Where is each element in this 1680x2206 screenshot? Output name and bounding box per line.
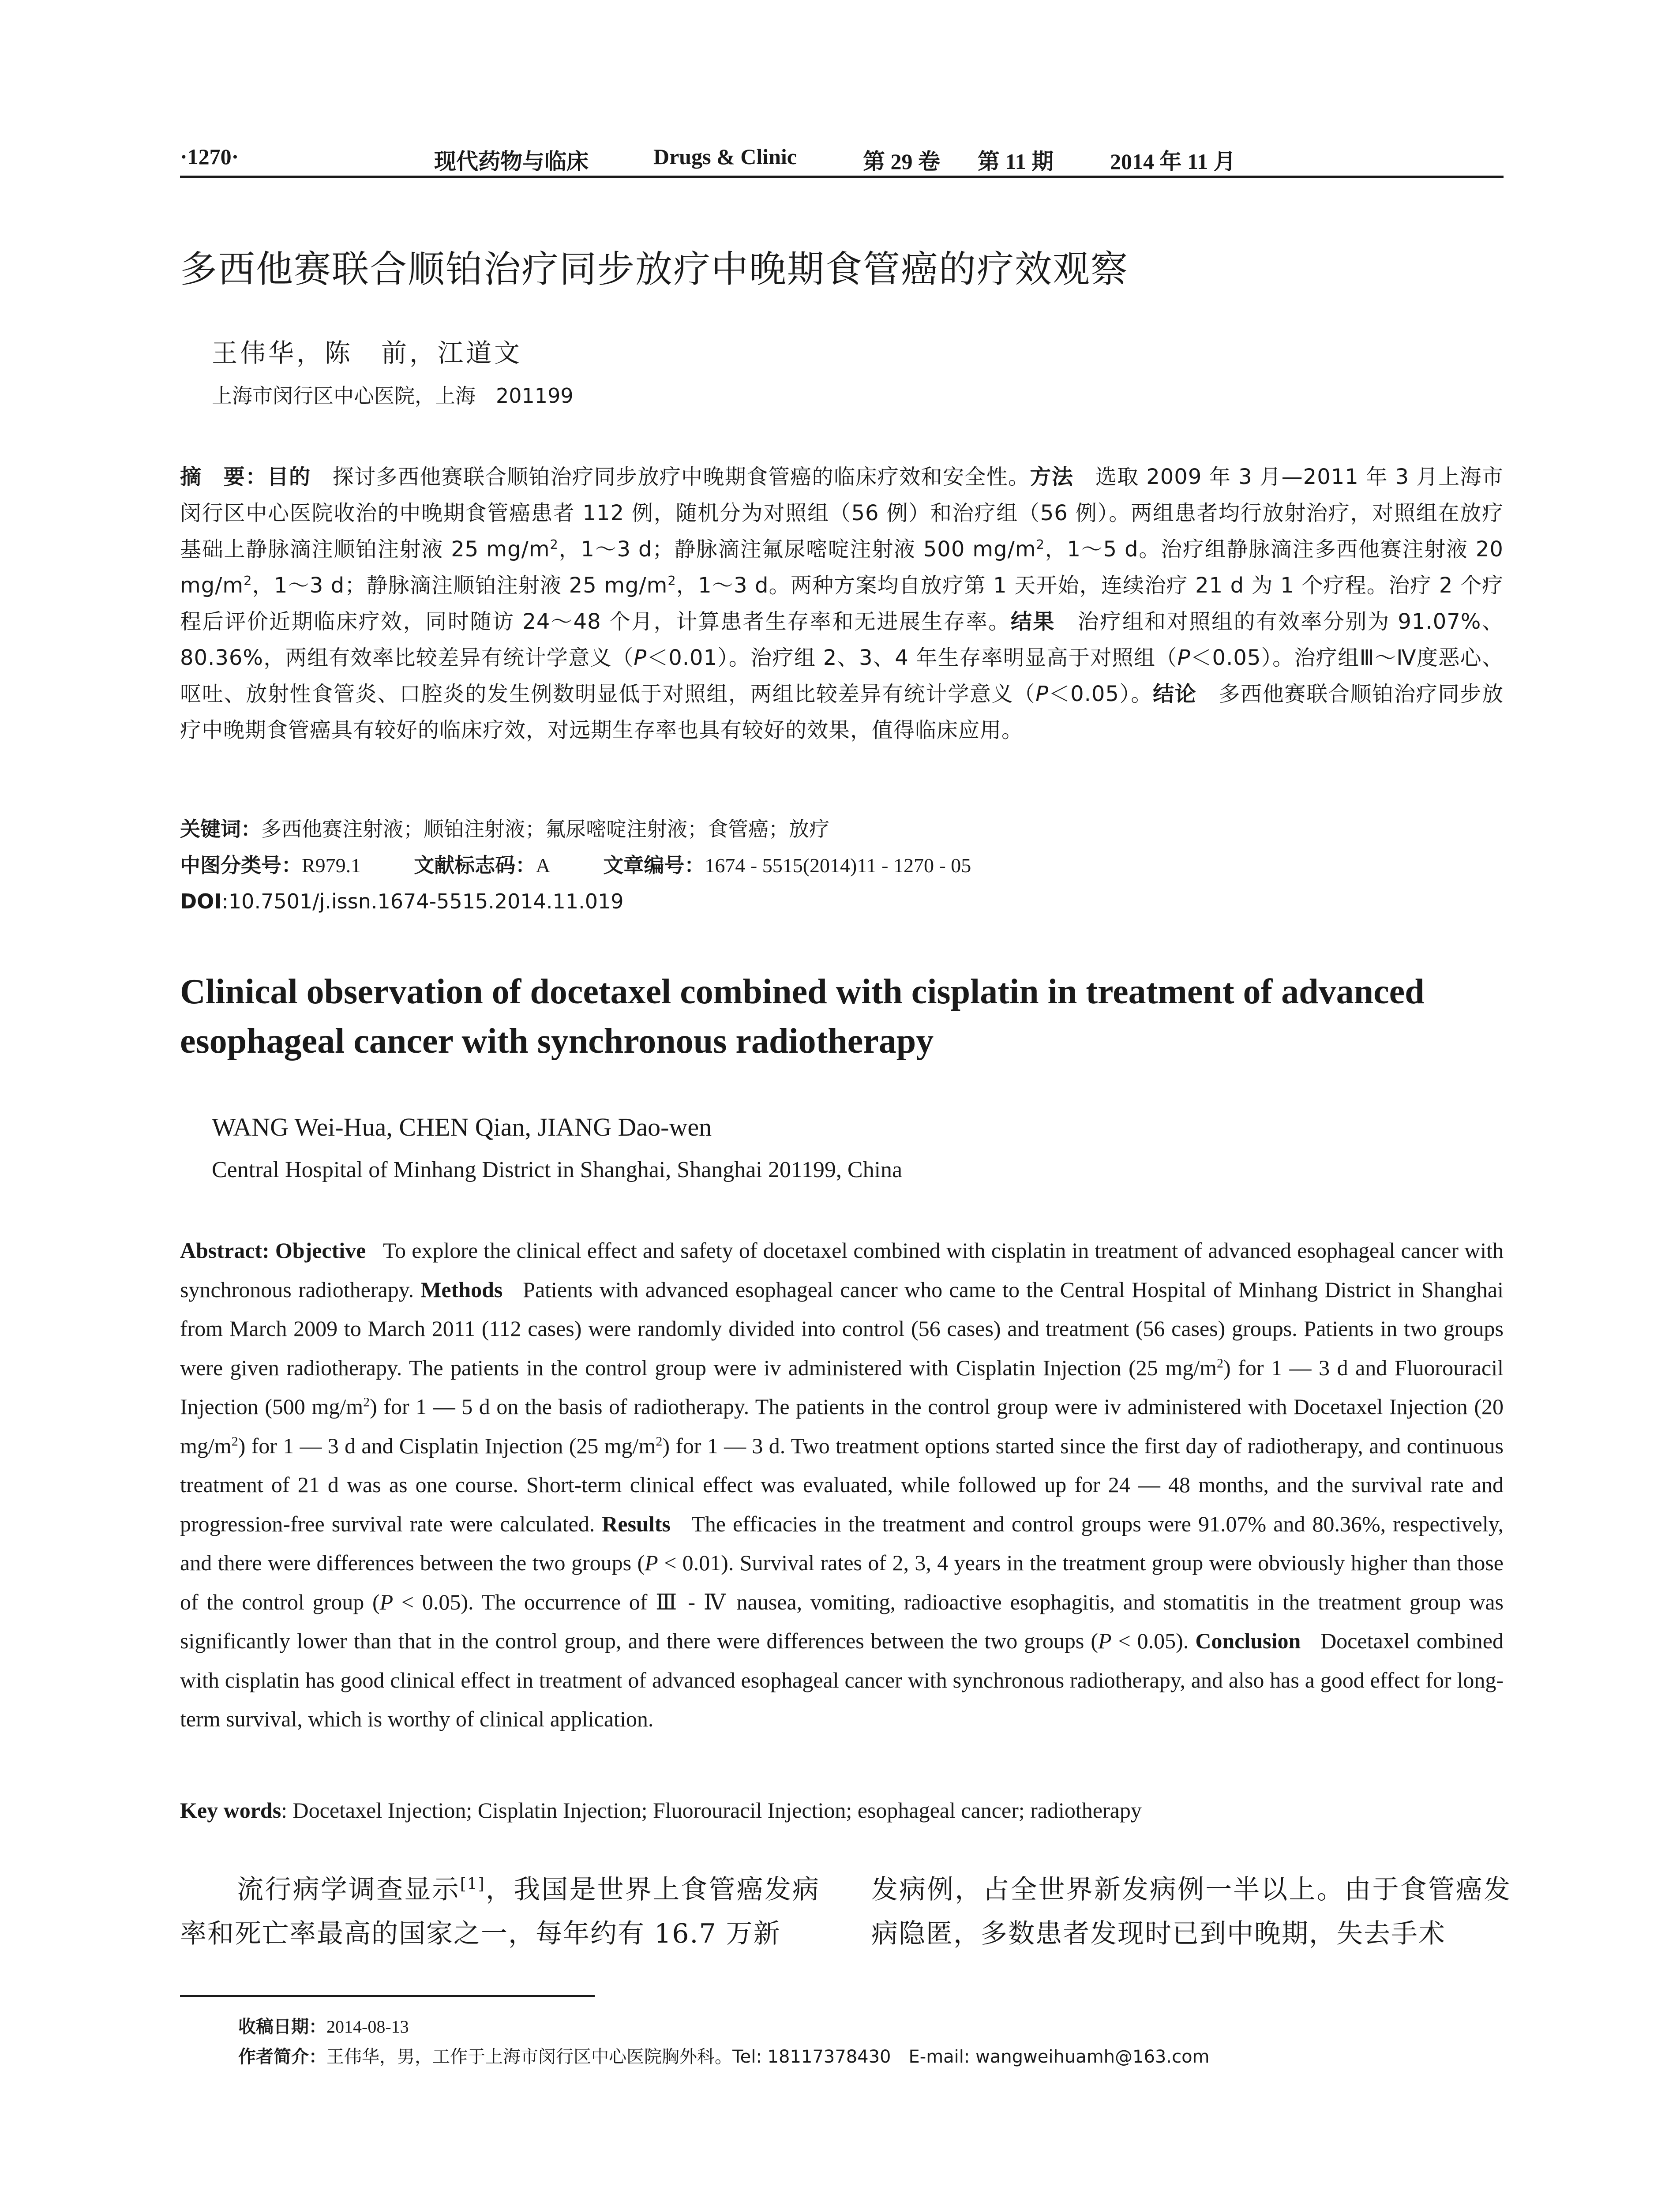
journal-name-en: Drugs & Clinic (653, 144, 797, 169)
superscript: 2 (363, 1395, 370, 1410)
keywords-text: 多西他赛注射液；顺铂注射液；氟尿嘧啶注射液；食管癌；放疗 (261, 817, 829, 841)
results-text-en: The efficacies in the treatment and control groups were 91.07% and 80.36%, respectively, and there were differences between the two groups ( (180, 1511, 1504, 1575)
p-value-symbol: P (1098, 1628, 1112, 1653)
doi-label: DOI (180, 889, 222, 913)
superscript: 2 (1216, 1355, 1223, 1370)
citation-ref[interactable]: [1] (460, 1875, 485, 1893)
superscript: 2 (244, 573, 252, 588)
methods-text-en: ) for 1 — 5 d on the basis of radiotherapy. The patients in the control group were iv administered with Docetaxel Injection (20 mg/m (180, 1394, 1504, 1458)
objective-text: 探讨多西他赛联合顺铂治疗同步放疗中晚期食管癌的临床疗效和安全性。 (332, 465, 1030, 489)
classification-line (180, 847, 1504, 884)
received-date: 2014-08-13 (326, 2017, 409, 2037)
methods-text-en: ) for 1 — 3 d. Two treatment options started since the first day of radiotherapy, and continuous treatment of 21 d was as one course. Short-term clinical effect was evaluated, while followed up for 24 — 48 months, and the survival rate and progression-free survival rate were calculated. (180, 1433, 1504, 1536)
received-date-line (238, 2012, 1518, 2042)
abstract-label-en: Abstract: Objective (180, 1238, 366, 1263)
author-bio-line (238, 2042, 1518, 2072)
objective-label: 目的 (267, 465, 311, 489)
results-text: 治疗组和对照组的有效率分别为 91.07%、80.36%，两组有效率比较差异有统计学意义（ (180, 609, 1504, 670)
superscript: 2 (656, 1433, 663, 1448)
title-en: Clinical observation of docetaxel combined with cisplatin in treatment of advanced esophageal cancer with synchronous radiotherapy (180, 972, 1425, 1061)
author-bio: 王伟华，男，工作于上海市闵行区中心医院胸外科。Tel: 18117378430 E-mail: wangweihuamh@163.com (326, 2047, 1210, 2067)
issue: 第 11 期 (978, 149, 1054, 174)
objective-text-en: To explore the clinical effect and safety of docetaxel combined with cisplatin in treatment of advanced esophageal cancer with synchronous radiotherapy. (180, 1238, 1504, 1302)
methods-text: ，1～3 d；静脉滴注氟尿嘧啶注射液 500 mg/m (558, 537, 1036, 562)
methods-text: ，1～3 d。两种方案均自放疗第 1 天开始，连续治疗 21 d 为 1 个疗程。治疗 2 个疗程后评价近期临床疗效，同时随访 24～48 个月，计算患者生存率和无进展生存率。 (180, 573, 1504, 634)
p-value-symbol: P (379, 1589, 394, 1614)
affiliation-cn: 上海市闵行区中心医院，上海 201199 (212, 384, 574, 408)
results-label: 结果 (1010, 609, 1055, 634)
methods-label: 方法 (1030, 465, 1074, 489)
results-text: ＜0.05）。 (1049, 682, 1153, 706)
superscript: 2 (550, 537, 559, 552)
footnotes (238, 2012, 1518, 2072)
footnote-rule (180, 1995, 595, 1997)
keywords-text-en: : Docetaxel Injection; Cisplatin Injection; Fluorouracil Injection; esophageal cancer; radiotherapy (281, 1798, 1142, 1823)
doccode: A (536, 854, 551, 877)
conclusion-label: 结论 (1153, 682, 1197, 706)
header-rule (180, 176, 1504, 178)
keywords-en (180, 1791, 1504, 1830)
journal-name-cn: 现代药物与临床 (434, 149, 589, 174)
abstract-en (180, 1231, 1504, 1739)
issue-date: 2014 年 11 月 (1110, 149, 1236, 174)
results-text: ＜0.05）。治疗组Ⅲ～Ⅳ度恶心、呕吐、放射性食管炎、口腔炎的发生例数明显低于对照组，两组比较差异有统计学意义（ (180, 645, 1504, 706)
clc-label: 中图分类号： (180, 853, 302, 877)
doi-line (180, 883, 1504, 919)
keywords-label-en: Key words (180, 1798, 281, 1823)
volume: 第 29 卷 (863, 149, 940, 174)
superscript: 2 (231, 1433, 238, 1448)
results-text: ＜0.01）。治疗组 2、3、4 年生存率明显高于对照组（ (647, 645, 1178, 670)
p-value-symbol: P (1035, 682, 1049, 706)
title-cn: 多西他赛联合顺铂治疗同步放疗中晚期食管癌的疗效观察 (180, 248, 1129, 291)
author-bio-label: 作者简介： (238, 2047, 326, 2067)
authors-cn: 王伟华，陈 前，江道文 (212, 338, 523, 368)
results-text-en: < 0.01). Survival rates of 2, 3, 4 years in the treatment group were obviously higher than those of the control group ( (180, 1550, 1504, 1614)
results-text-en: < 0.05). (1111, 1628, 1189, 1653)
received-label: 收稿日期： (238, 2017, 326, 2037)
keywords-cn (180, 811, 1504, 847)
body-text: ，我国是世界上食管癌发病率和死亡率最高的国家之一，每年约有 16.7 万新 (180, 1874, 820, 1949)
body-column-left (180, 1868, 820, 1956)
results-label-en: Results (602, 1511, 671, 1536)
methods-label-en: Methods (420, 1277, 503, 1302)
methods-text: 选取 2009 年 3 月—2011 年 3 月上海市闵行区中心医院收治的中晚期食管癌患者 112 例，随机分为对照组（56 例）和治疗组（56 例）。两组患者均行放射治疗，对照组在放疗基础上静脉滴注顺铂注射液 25 mg/m (180, 465, 1504, 562)
results-text-en: < 0.05). The occurrence of Ⅲ - Ⅳ nausea, vomiting, radioactive esophagitis, and stomatitis in the treatment group was significantly lower than that in the control group, and there were differences between the two groups ( (180, 1589, 1504, 1653)
article-no-label: 文章编号： (603, 853, 705, 877)
methods-text-en: ) for 1 — 3 d and Cisplatin Injection (25 mg/m (238, 1433, 656, 1458)
body-column-right: 发病例，占全世界新发病例一半以上。由于食管癌发病隐匿，多数患者发现时已到中晚期，失去手术 (871, 1874, 1511, 1949)
clc-code: R979.1 (302, 854, 361, 877)
p-value-symbol: P (1177, 645, 1191, 670)
conclusion-text-en: Docetaxel combined with cisplatin has good clinical effect in treatment of advanced esophageal cancer with synchronous radiotherapy, and also has a good effect for long-term survival, which is worthy of clinical application. (180, 1628, 1504, 1731)
body-text: 流行病学调查显示 (236, 1874, 460, 1905)
article-no: 1674 - 5515(2014)11 - 1270 - 05 (705, 854, 971, 877)
conclusion-text: 多西他赛联合顺铂治疗同步放疗中晚期食管癌具有较好的临床疗效，对远期生存率也具有较好的效果，值得临床应用。 (180, 682, 1504, 743)
methods-text-en: ) for 1 — 3 d and Fluorouracil Injection (500 mg/m (180, 1355, 1504, 1419)
abstract-label: 摘 要： (180, 465, 267, 489)
doccode-label: 文献标志码： (414, 853, 536, 877)
superscript: 2 (668, 573, 676, 588)
superscript: 2 (1036, 537, 1045, 552)
authors-en: WANG Wei-Hua, CHEN Qian, JIANG Dao-wen (212, 1113, 712, 1141)
p-value-symbol: P (634, 645, 647, 670)
abstract-cn (180, 459, 1504, 748)
affiliation-en: Central Hospital of Minhang District in Shanghai, Shanghai 201199, China (212, 1157, 903, 1182)
p-value-symbol: P (645, 1550, 658, 1575)
methods-text: ，1～3 d；静脉滴注顺铂注射液 25 mg/m (252, 573, 668, 598)
conclusion-label-en: Conclusion (1195, 1628, 1301, 1653)
keywords-label: 关键词： (180, 817, 261, 841)
page-number: ·1270· (180, 144, 239, 169)
methods-text: ，1～5 d。治疗组静脉滴注多西他赛注射液 20 mg/m (180, 537, 1504, 598)
doi-value[interactable]: :10.7501/j.issn.1674-5515.2014.11.019 (221, 889, 624, 913)
methods-text-en: Patients with advanced esophageal cancer who came to the Central Hospital of Minhang District in Shanghai from March 2009 to March 2011 (112 cases) were randomly divided into control (56 cases) and treatment (56 cases) groups. Patients in two groups were given radiotherapy. The patients in the control group were iv administered with Cisplatin Injection (25 mg/m (180, 1277, 1504, 1380)
running-header (180, 140, 1504, 176)
